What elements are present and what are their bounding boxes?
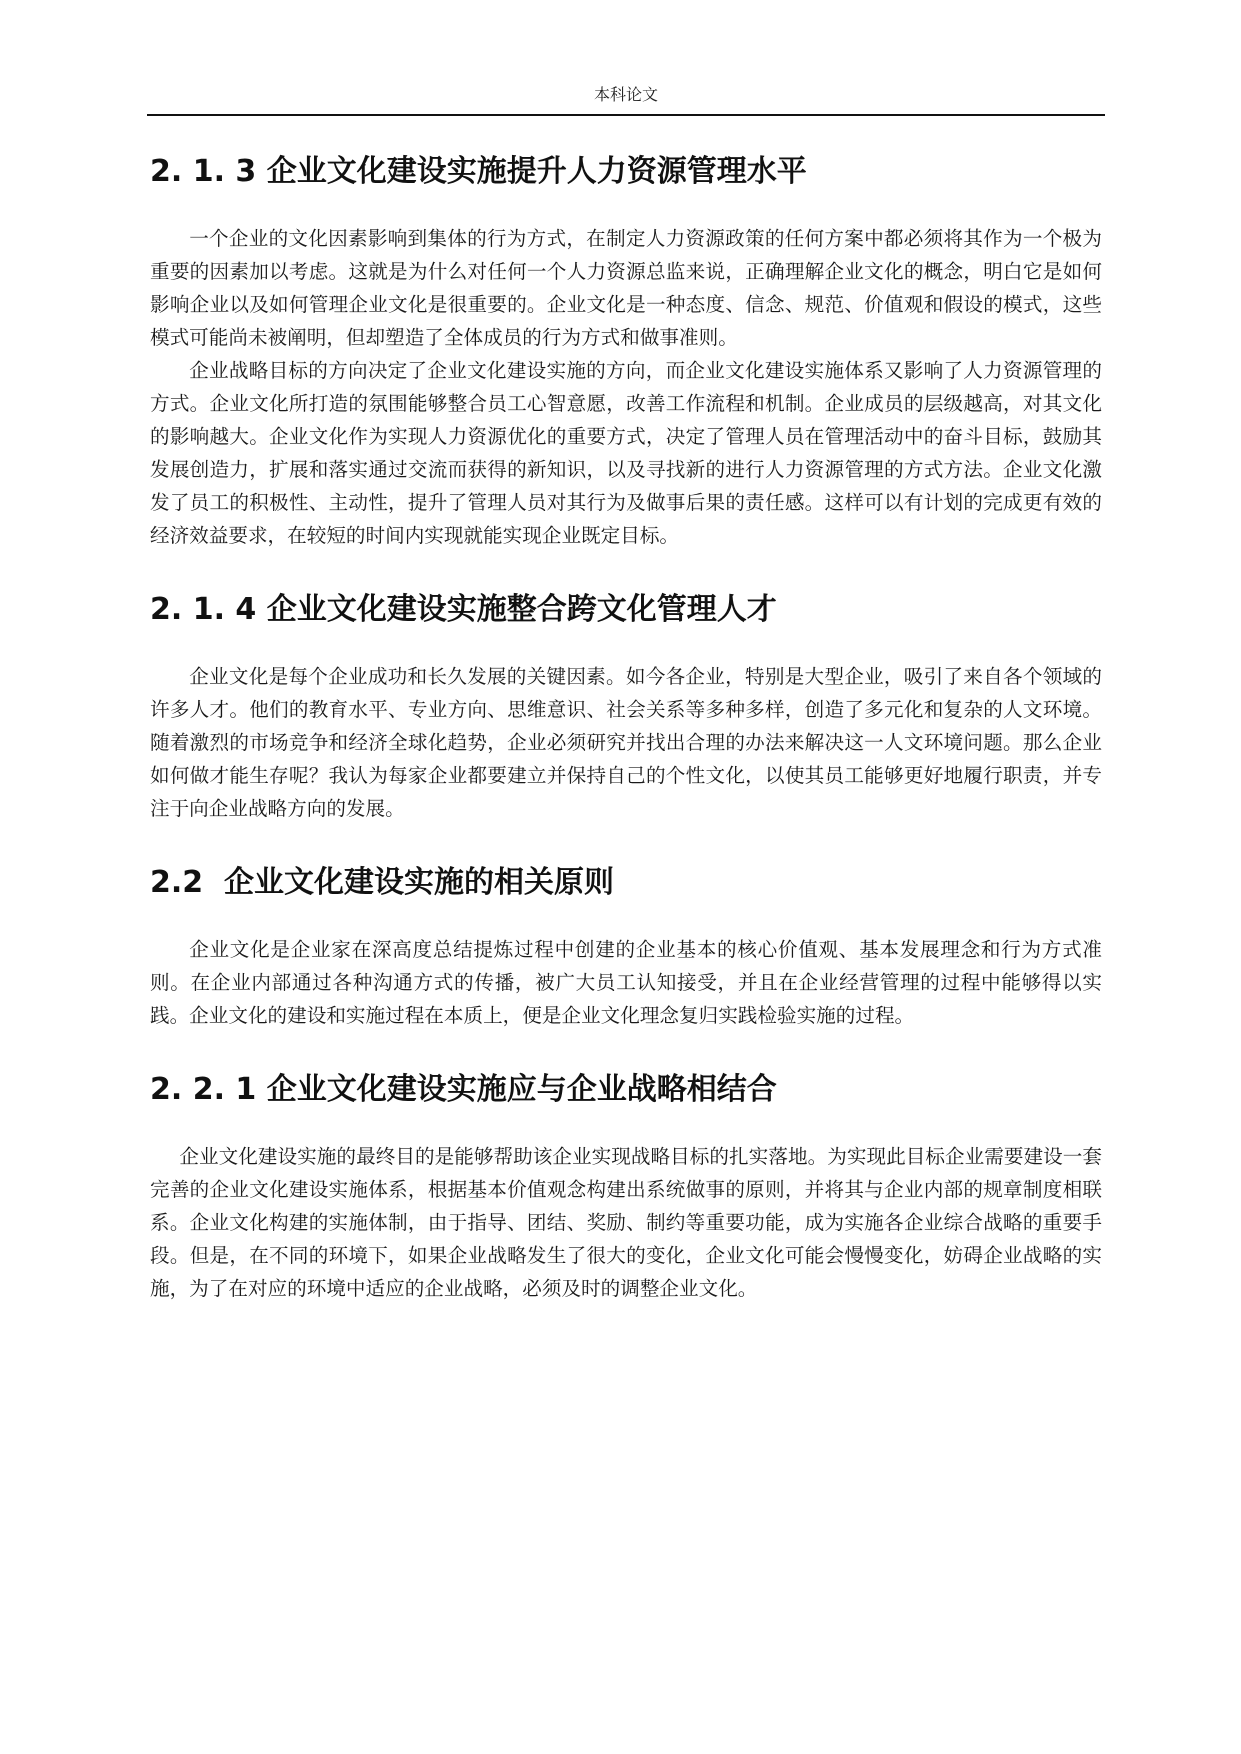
paragraph: 企业文化是企业家在深高度总结提炼过程中创建的企业基本的核心价值观、基本发展理念和行为方式准则。在企业内部通过各种沟通方式的传播，被广大员工认知接受，并且在企业经营管理的过程中能够得以实践。企业文化的建设和实施过程在本质上，便是企业文化理念复归实践检验实施的过程。	[150, 938, 1102, 1027]
header-rule	[147, 114, 1105, 116]
running-header: 本科论文	[593, 85, 658, 104]
section-heading-2-2: 2.2 企业文化建设实施的相关原则	[150, 865, 615, 900]
section-heading-2-2-1: 2. 2. 1 企业文化建设实施应与企业战略相结合	[150, 1072, 777, 1107]
section-heading-2-1-3: 2. 1. 3 企业文化建设实施提升人力资源管理水平	[150, 154, 807, 189]
section-heading-2-1-4: 2. 1. 4 企业文化建设实施整合跨文化管理人才	[150, 592, 777, 627]
paragraph: 一个企业的文化因素影响到集体的行为方式，在制定人力资源政策的任何方案中都必须将其作为一个极为重要的因素加以考虑。这就是为什么对任何一个人力资源总监来说，正确理解企业文化的概念，明白它是如何影响企业以及如何管理企业文化是很重要的。企业文化是一种态度、信念、规范、价值观和假设的模式，这些模式可能尚未被阐明，但却塑造了全体成员的行为方式和做事准则。	[150, 227, 1102, 349]
paragraph: 企业文化是每个企业成功和长久发展的关键因素。如今各企业，特别是大型企业，吸引了来自各个领域的许多人才。他们的教育水平、专业方向、思维意识、社会关系等多种多样，创造了多元化和复杂的人文环境。随着激烈的市场竞争和经济全球化趋势，企业必须研究并找出合理的办法来解决这一人文环境问题。那么企业如何做才能生存呢？我认为每家企业都要建立并保持自己的个性文化，以使其员工能够更好地履行职责，并专注于向企业战略方向的发展。	[150, 665, 1102, 820]
paragraph: 企业战略目标的方向决定了企业文化建设实施的方向，而企业文化建设实施体系又影响了人力资源管理的方式。企业文化所打造的氛围能够整合员工心智意愿，改善工作流程和机制。企业成员的层级越高，对其文化的影响越大。企业文化作为实现人力资源优化的重要方式，决定了管理人员在管理活动中的奋斗目标，鼓励其发展创造力，扩展和落实通过交流而获得的新知识，以及寻找新的进行人力资源管理的方式方法。企业文化激发了员工的积极性、主动性，提升了管理人员对其行为及做事后果的责任感。这样可以有计划的完成更有效的经济效益要求，在较短的时间内实现就能实现企业既定目标。	[150, 359, 1102, 547]
page-content	[150, 150, 1102, 1305]
paragraph: 企业文化建设实施的最终目的是能够帮助该企业实现战略目标的扎实落地。为实现此目标企业需要建设一套完善的企业文化建设实施体系，根据基本价值观念构建出系统做事的原则，并将其与企业内部的规章制度相联系。企业文化构建的实施体制，由于指导、团结、奖励、制约等重要功能，成为实施各企业综合战略的重要手段。但是，在不同的环境下，如果企业战略发生了很大的变化，企业文化可能会慢慢变化，妨碍企业战略的实施，为了在对应的环境中适应的企业战略，必须及时的调整企业文化。	[150, 1145, 1102, 1300]
